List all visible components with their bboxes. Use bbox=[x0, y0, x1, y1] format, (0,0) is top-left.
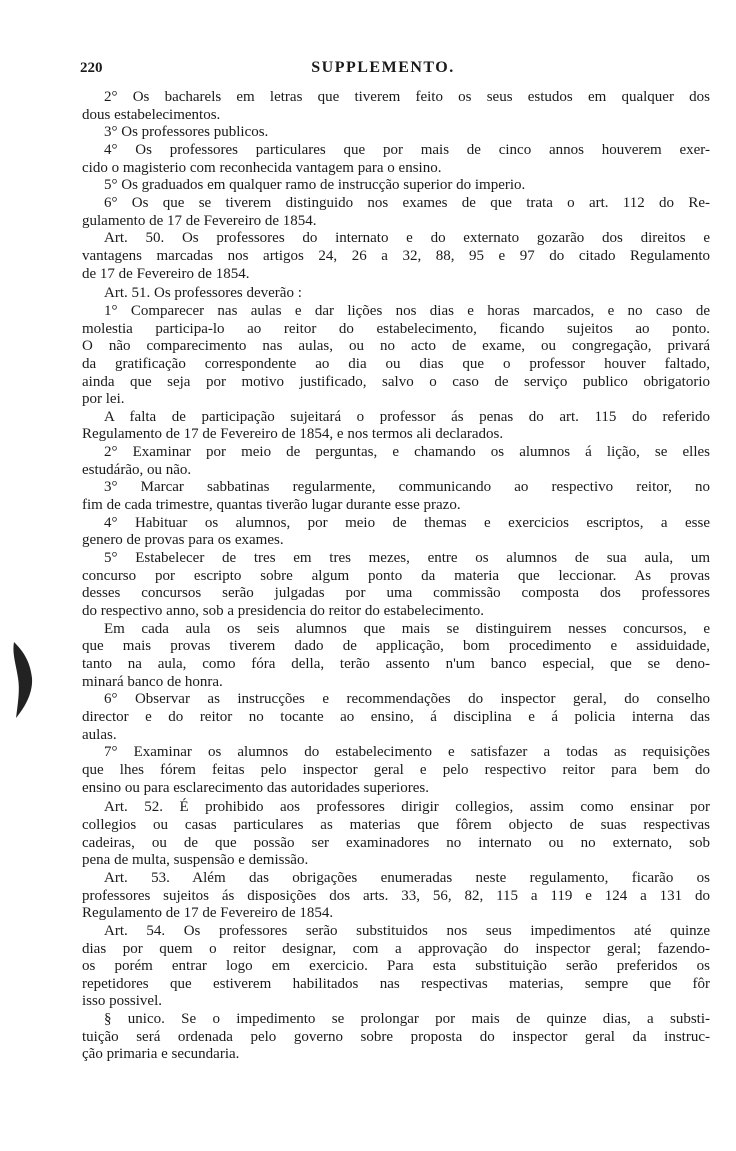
page-number: 220 bbox=[80, 60, 103, 76]
text-line: A falta de participação sujeitará o professor ás penas do art. 115 do referido bbox=[104, 408, 710, 425]
text-line: molestia participa-lo ao reitor do estabelecimento, ficando sujeitos ao ponto. bbox=[82, 320, 710, 337]
text-line: minará banco de honra. bbox=[82, 673, 223, 690]
text-line: 3° Os professores publicos. bbox=[104, 124, 269, 141]
paragraph bbox=[82, 124, 710, 142]
paragraph bbox=[82, 1011, 710, 1064]
paragraph bbox=[82, 923, 710, 1011]
paragraph bbox=[82, 177, 710, 195]
paragraph bbox=[82, 550, 710, 621]
text-line: aulas. bbox=[82, 726, 117, 743]
text-line: 4° Habituar os alumnos, por meio de themas e exercicios escriptos, a esse bbox=[104, 514, 710, 531]
paragraph bbox=[82, 195, 710, 230]
text-line: da gratificação correspondente ao dia ou dias que o professor houver faltado, bbox=[82, 355, 710, 372]
text-line: ensino ou para esclarecimento das autoridades superiores. bbox=[82, 779, 429, 796]
text-line: ainda que seja por motivo justificado, salvo o caso de serviço publico obrigatorio bbox=[82, 373, 710, 390]
document-body bbox=[82, 89, 710, 1064]
text-line: 7° Examinar os alumnos do estabelecimento e satisfazer a todas as requisições bbox=[104, 744, 710, 761]
text-line: pena de multa, suspensão e demissão. bbox=[82, 852, 309, 869]
text-line: desses concursos serão julgadas por uma commissão composta dos professores bbox=[82, 585, 710, 602]
text-line: Art. 54. Os professores serão substituidos nos seus impedimentos até quinze bbox=[104, 922, 710, 939]
text-line: dias por quem o reitor designar, com a approvação do inspector geral; fazendo- bbox=[82, 940, 710, 957]
text-line: director e do reitor no tocante ao ensino, á disciplina e á policia interna das bbox=[82, 708, 710, 725]
paragraph bbox=[82, 142, 710, 177]
text-line: professores sujeitos ás disposições dos arts. 33, 56, 82, 115 a 119 e 124 a 131 do bbox=[82, 887, 710, 904]
text-line: Art. 52. É prohibido aos professores dirigir collegios, assim como ensinar por bbox=[104, 799, 710, 816]
text-line: collegios ou casas particulares as materias que fôrem objecto de suas respectivas bbox=[82, 816, 710, 833]
text-line: 3° Marcar sabbatinas regularmente, communicando ao respectivo reitor, no bbox=[104, 479, 710, 496]
paragraph bbox=[82, 621, 710, 692]
text-line: O não comparecimento nas aulas, ou no acto de exame, ou congregação, privará bbox=[82, 338, 710, 355]
text-line: tanto na aula, como fóra della, terão assento n'um banco especial, que se deno- bbox=[82, 656, 710, 672]
paragraph bbox=[82, 744, 710, 797]
text-line: 6° Observar as instrucções e recommendações do inspector geral, do conselho bbox=[104, 691, 710, 708]
text-line: § unico. Se o impedimento se prolongar por mais de quinze dias, a substi- bbox=[104, 1011, 710, 1028]
text-line: 1° Comparecer nas aulas e dar lições nos dias e horas marcados, e no caso de bbox=[104, 302, 710, 319]
paragraph bbox=[82, 230, 710, 283]
text-line: por lei. bbox=[82, 391, 125, 408]
text-line: 5° Os graduados em qualquer ramo de instrucção superior do imperio. bbox=[104, 177, 526, 194]
text-line: repetidores que estiverem habilitados nas respectivas materias, sempre que fôr bbox=[82, 975, 710, 992]
text-line: 4° Os professores particulares que por mais de cinco annos houverem exer- bbox=[104, 141, 710, 158]
text-line: de 17 de Fevereiro de 1854. bbox=[82, 265, 250, 282]
paragraph bbox=[82, 479, 710, 514]
text-line: do respectivo anno, sob a presidencia do reitor do estabelecimento. bbox=[82, 603, 484, 620]
text-line: gulamento de 17 de Fevereiro de 1854. bbox=[82, 212, 317, 229]
paragraph bbox=[82, 691, 710, 744]
text-line: estudárão, ou não. bbox=[82, 461, 192, 478]
text-line: que mais provas tiverem dado de applicação, bom procedimento e assiduidade, bbox=[82, 638, 710, 655]
text-line: Regulamento de 17 de Fevereiro de 1854. bbox=[82, 905, 334, 922]
paragraph bbox=[82, 515, 710, 550]
text-line: vantagens marcadas nos artigos 24, 26 a 32, 88, 95 e 97 do citado Regulamento bbox=[82, 247, 710, 264]
text-line: tuição será ordenada pelo governo sobre proposta do inspector geral da instruc- bbox=[82, 1028, 710, 1045]
paragraph bbox=[82, 409, 710, 444]
paragraph bbox=[82, 285, 710, 303]
paragraph bbox=[82, 870, 710, 923]
text-line: 6° Os que se tiverem distinguido nos exames de que trata o art. 112 do Re- bbox=[104, 194, 710, 211]
text-line: cido o magisterio com reconhecida vantagem para o ensino. bbox=[82, 159, 442, 176]
text-line: isso possivel. bbox=[82, 993, 163, 1010]
text-line: os porém entrar logo em exercicio. Para esta substituição serão preferidos os bbox=[82, 958, 710, 975]
text-line: concurso por escripto sobre algum ponto da materia que leccionar. As provas bbox=[82, 567, 710, 584]
text-line: 2° Examinar por meio de perguntas, e chamando os alumnos á lição, se elles bbox=[104, 444, 710, 461]
paragraph bbox=[82, 89, 710, 124]
text-line: Regulamento de 17 de Fevereiro de 1854, e nos termos ali declarados. bbox=[82, 426, 504, 443]
text-line: Art. 53. Além das obrigações enumeradas neste regulamento, ficarão os bbox=[104, 869, 710, 886]
text-line: Art. 50. Os professores do internato e do externato gozarão dos direitos e bbox=[104, 230, 710, 247]
text-line: genero de provas para os exames. bbox=[82, 532, 284, 549]
paragraph bbox=[82, 303, 710, 409]
paragraph bbox=[82, 799, 710, 870]
text-line: que lhes fórem feitas pelo inspector geral e pelo respectivo reitor para bem do bbox=[82, 761, 710, 778]
text-line: dous estabelecimentos. bbox=[82, 106, 221, 123]
text-line: 5° Estabelecer de tres em tres mezes, entre os alumnos de sua aula, um bbox=[104, 550, 710, 567]
text-line: 2° Os bacharels em letras que tiverem feito os seus estudos em qualquer dos bbox=[104, 89, 710, 105]
ink-blot-mark bbox=[8, 640, 34, 720]
text-line: Art. 51. Os professores deverão : bbox=[104, 285, 302, 302]
text-line: fim de cada trimestre, quantas tiverão lugar durante esse prazo. bbox=[82, 497, 461, 514]
running-header-title: SUPPLEMENTO. bbox=[311, 59, 455, 76]
paragraph bbox=[82, 444, 710, 479]
text-line: cadeiras, ou de que possão ser examinadores no internato ou no externato, sob bbox=[82, 834, 710, 851]
text-line: Em cada aula os seis alumnos que mais se distinguirem nesses concursos, e bbox=[104, 620, 710, 637]
text-line: ção primaria e secundaria. bbox=[82, 1046, 240, 1063]
